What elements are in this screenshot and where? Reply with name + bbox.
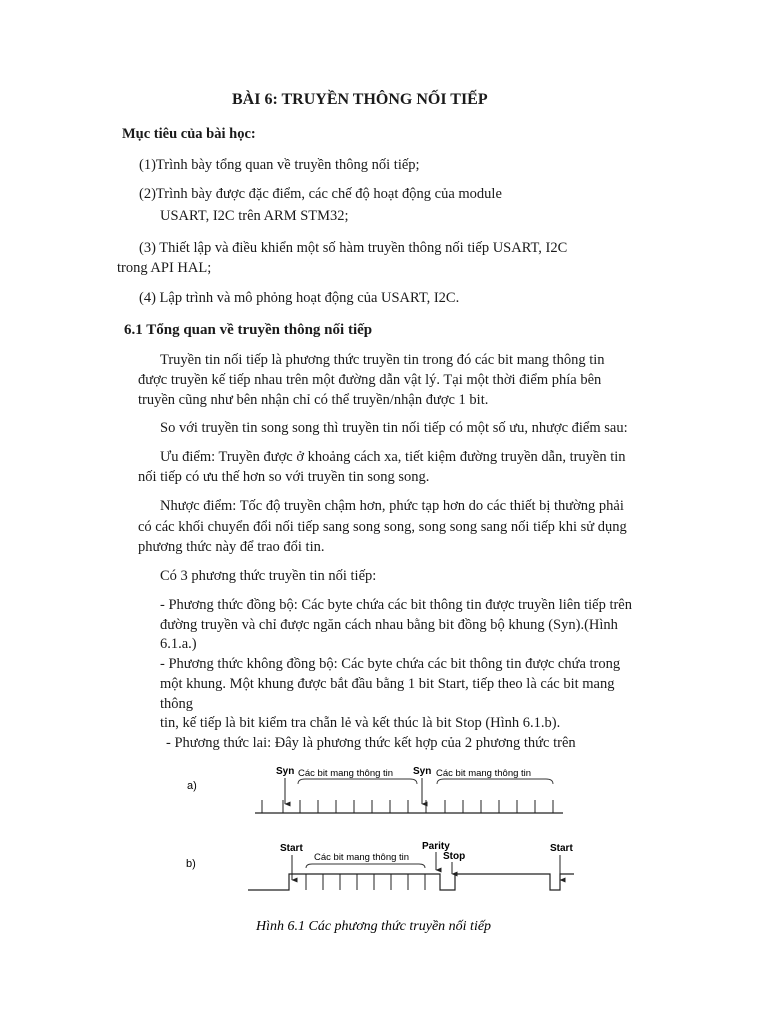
paragraph-line: một khung. Một khung được bắt đầu bằng 1 bit Start, tiếp theo là các bit mang <box>160 676 615 692</box>
paragraph-line: - Phương thức lai: Đây là phương thức kết hợp của 2 phương thức trên <box>166 735 576 751</box>
paragraph-line: Truyền tin nối tiếp là phương thức truyền tin trong đó các bit mang thông tin <box>160 352 605 368</box>
paragraph-line: - Phương thức không đồng bộ: Các byte chứa các bit thông tin được chứa trong <box>160 656 621 672</box>
parity-label: Parity <box>422 841 450 852</box>
paragraph-line: được truyền kế tiếp nhau trên một đường dẫn vật lý. Tại một thời điểm phía bên <box>138 372 602 388</box>
paragraph-line: phương thức này để trao đổi tin. <box>138 539 325 555</box>
page-title: BÀI 6: TRUYỀN THÔNG NỐI TIẾP <box>232 91 488 108</box>
objective-1: (1)Trình bày tổng quan về truyền thông nối tiếp; <box>139 157 420 173</box>
paragraph-line: tin, kế tiếp là bit kiểm tra chẵn lẻ và kết thúc là bit Stop (Hình 6.1.b). <box>160 715 561 731</box>
info-brace <box>298 779 417 784</box>
start-label: Start <box>280 843 303 854</box>
info-bits-label: Các bit mang thông tin <box>314 852 410 863</box>
async-waveform <box>248 874 574 890</box>
stop-label: Stop <box>443 851 466 862</box>
paragraph-line: truyền cũng như bên nhận chỉ có thể truyền/nhận được 1 bit. <box>138 392 489 408</box>
objective-2-cont: USART, I2C trên ARM STM32; <box>160 208 349 224</box>
objective-2: (2)Trình bày được đặc điểm, các chế độ hoạt động của module <box>139 186 502 202</box>
paragraph-line: - Phương thức đồng bộ: Các byte chứa các bit thông tin được truyền liên tiếp trên <box>160 597 632 613</box>
syn-label: Syn <box>276 766 295 777</box>
bit-dividers <box>306 874 425 890</box>
paragraph-line: Có 3 phương thức truyền tin nối tiếp: <box>160 568 377 584</box>
syn-label: Syn <box>413 766 432 777</box>
start-label: Start <box>550 843 573 854</box>
objective-3-cont: trong API HAL; <box>117 260 212 276</box>
objective-4: (4) Lập trình và mô phỏng hoạt động của USART, I2C. <box>139 290 460 306</box>
objective-3: (3) Thiết lập và điều khiển một số hàm truyền thông nối tiếp USART, I2C <box>139 240 568 256</box>
objectives-heading: Mục tiêu của bài học: <box>122 126 256 142</box>
info-brace <box>306 864 425 868</box>
info-bits-label: Các bit mang thông tin <box>298 768 394 779</box>
bit-ticks <box>262 800 553 813</box>
figure-label-a: a) <box>187 780 197 792</box>
info-brace <box>437 779 553 784</box>
paragraph-line: đường truyền và chỉ được ngăn cách nhau bằng bit đồng bộ khung (Syn).(Hình <box>160 617 618 633</box>
paragraph-line: So với truyền tin song song thì truyền tin nối tiếp có một số ưu, nhược điểm sau: <box>160 420 628 436</box>
info-bits-label: Các bit mang thông tin <box>436 768 532 779</box>
paragraph-line: có các khối chuyển đổi nối tiếp sang song song, song song sang nối tiếp khi sử dụng <box>138 519 627 535</box>
paragraph-line: nối tiếp có ưu thế hơn so với truyền tin song song. <box>138 469 430 485</box>
paragraph-line: Nhược điểm: Tốc độ truyền chậm hơn, phức tạp hơn do các thiết bị thường phải <box>160 498 624 514</box>
paragraph-line: thông <box>160 696 194 712</box>
paragraph-line: Ưu điểm: Truyền được ở khoảng cách xa, tiết kiệm đường truyền dẫn, truyền tin <box>160 449 626 465</box>
figure-caption: Hình 6.1 Các phương thức truyền nối tiếp <box>256 919 492 934</box>
paragraph-line: 6.1.a.) <box>160 636 197 652</box>
section-heading: 6.1 Tổng quan về truyền thông nối tiếp <box>124 322 373 338</box>
figure-label-b: b) <box>186 858 196 870</box>
